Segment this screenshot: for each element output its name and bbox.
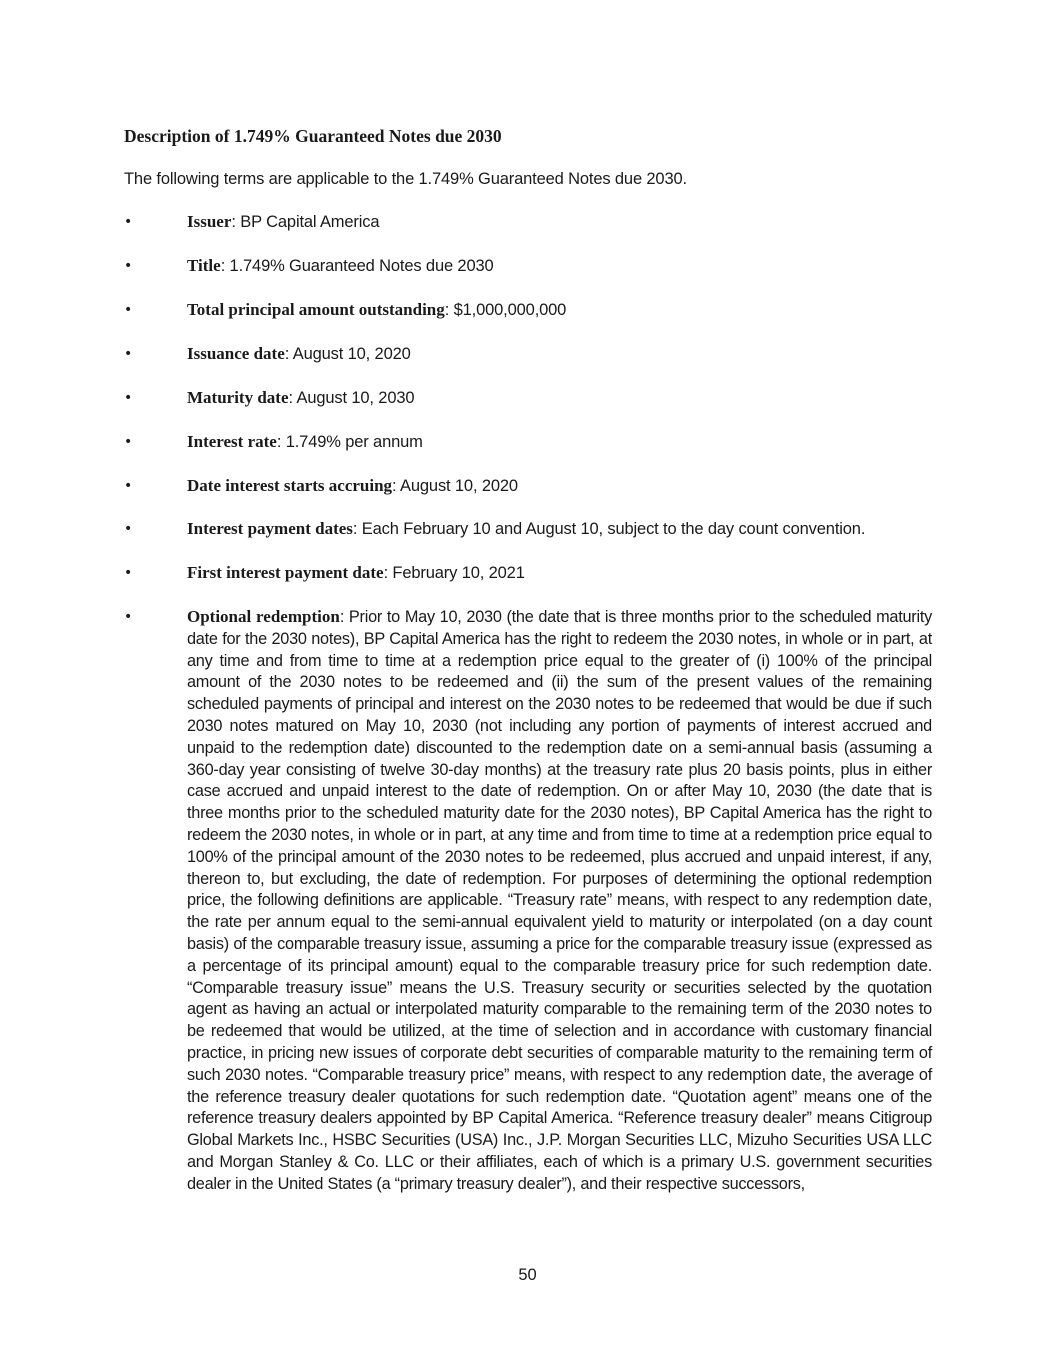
- bullet-icon: •: [124, 258, 133, 274]
- term-label: Issuance date: [187, 344, 285, 363]
- term-label: Optional redemption: [187, 607, 340, 626]
- bullet-icon: •: [124, 521, 133, 537]
- term-value: : August 10, 2030: [288, 389, 415, 407]
- term-value: : BP Capital America: [231, 213, 380, 231]
- bullet-icon: •: [124, 346, 133, 362]
- section-heading: Description of 1.749% Guaranteed Notes due 2030: [124, 126, 502, 146]
- term-label: Maturity date: [187, 388, 289, 407]
- term-label: First interest payment date: [187, 563, 384, 582]
- term-label: Total principal amount outstanding: [187, 300, 445, 319]
- term-value: : August 10, 2020: [284, 345, 411, 363]
- term-value: : August 10, 2020: [392, 477, 518, 495]
- term-label: Date interest starts accruing: [187, 476, 393, 495]
- page-number: 50: [518, 1266, 537, 1284]
- bullet-icon: •: [124, 214, 133, 230]
- term-label: Interest payment dates: [187, 519, 353, 538]
- bullet-icon: •: [124, 565, 133, 581]
- bullet-icon: •: [124, 302, 133, 318]
- term-value: : February 10, 2021: [383, 564, 525, 582]
- bullet-icon: •: [124, 434, 133, 450]
- term-value: : 1.749% Guaranteed Notes due 2030: [220, 257, 494, 275]
- term-label: Interest rate: [187, 432, 277, 451]
- term-label: Issuer: [187, 212, 232, 231]
- bullet-icon: •: [124, 609, 133, 625]
- intro-paragraph: The following terms are applicable to the 1.749% Guaranteed Notes due 2030.: [124, 170, 687, 188]
- term-label: Title: [187, 256, 221, 275]
- bullet-icon: •: [124, 478, 133, 494]
- term-value: : Prior to May 10, 2030 (the date that is three months prior to the scheduled maturity date for the 2030 notes), BP Capital America has the right to redeem the 2030 notes, in whole or in part, at any time and from time to time at a redemption price equal to the greater of (i) 100% of the principal amount of the 2030 notes to be redeemed and (ii) the sum of the present values of the remaining scheduled payments of principal and interest on the 2030 notes to be redeemed that would be due if such 2030 notes matured on May 10, 2030 (not including any portion of payments of interest accrued and unpaid to the redemption date) discounted to the redemption date on a semi-annual basis (assuming a 360-day year consisting of twelve 30-day months) at the treasury rate plus 20 basis points, plus in either case accrued and unpaid interest to the date of redemption. On or after May 10, 2030 (the date that is three months prior to the scheduled maturity date for the 2030 notes), BP Capital America has the right to redeem the 2030 notes, in whole or in part, at any time and from time to time at a redemption price equal to 100% of the principal amount of the 2030 notes to be redeemed, plus accrued and unpaid interest, if any, thereon to, but excluding, the date of redemption. For purposes of determining the optional redemption price, the following definitions are applicable. “Treasury rate” means, with respect to any redemption date, the rate per annum equal to the semi-annual equivalent yield to maturity or interpolated (on a day count basis) of the comparable treasury issue, assuming a price for the comparable treasury issue (expressed as a percentage of its principal amount) equal to the comparable treasury price for such redemption date. “Comparable treasury issue” means the U.S. Treasury security or securities selected by the quotation agent as having an actual or interpolated maturity comparable to the remaining term of the 2030 notes to be redeemed that would be utilized, at the time of selection and in accordance with customary financial practice, in pricing new issues of corporate debt securities of comparable maturity to the remaining term of such 2030 notes. “Comparable treasury price” means, with respect to any redemption date, the average of the reference treasury dealer quotations for such redemption date. “Quotation agent” means one of the reference treasury dealers appointed by BP Capital America. “Reference treasury dealer” means Citigroup Global Markets Inc., HSBC Securities (USA) Inc., J.P. Morgan Securities LLC, Mizuho Securities USA LLC and Morgan Stanley & Co. LLC or their affiliates, each of which is a primary U.S. government securities dealer in the United States (a “primary treasury dealer”), and their respective successors,: [187, 608, 933, 1193]
- bullet-icon: •: [124, 390, 133, 406]
- term-value: : Each February 10 and August 10, subject to the day count convention.: [352, 520, 866, 538]
- term-value: : $1,000,000,000: [444, 301, 567, 319]
- term-value: : 1.749% per annum: [276, 433, 423, 451]
